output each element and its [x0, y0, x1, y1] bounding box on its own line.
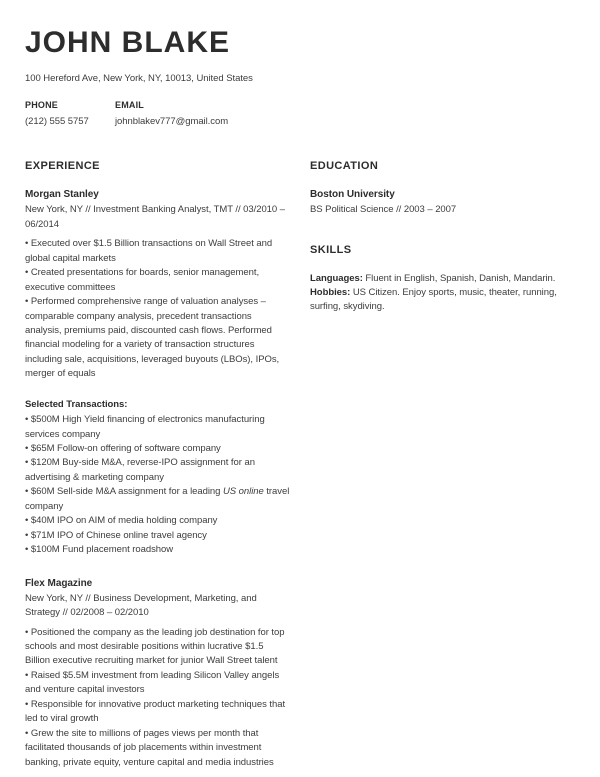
bullet-item: • Responsible for innovative product marketing techniques that led to viral growth	[25, 698, 286, 725]
skills-label: Hobbies:	[310, 287, 351, 299]
skills-section	[310, 242, 575, 315]
section-heading-education: EDUCATION	[310, 159, 379, 172]
bullet-item: • Positioned the company as the leading job destination for top schools and most desirable positions within lucrative $1.5 Billion executive recruiting market for junior Wall Street talent	[25, 626, 285, 667]
job-entry-morgan-stanley	[25, 187, 290, 557]
two-column-body	[25, 158, 575, 770]
subsection-title: Selected Transactions:	[25, 398, 128, 410]
job-meta: New York, NY // Investment Banking Analyst, TMT // 03/2010 – 06/2014	[25, 204, 285, 230]
skills-hobbies-line	[310, 286, 575, 315]
phone-value: (212) 555 5757	[25, 116, 89, 128]
section-heading-experience: EXPERIENCE	[25, 159, 100, 172]
bullet-item: • Created presentations for boards, senior management, executive committees	[25, 267, 260, 293]
school-name: Boston University	[310, 189, 395, 201]
skills-text: Fluent in English, Spanish, Danish, Mandarin.	[362, 272, 556, 284]
bullet-item: • Executed over $1.5 Billion transactions on Wall Street and global capital markets	[25, 238, 273, 264]
job-company: Flex Magazine	[25, 577, 93, 589]
skills-text: US Citizen. Enjoy sports, music, theater, running, surfing, skydiving.	[310, 287, 557, 313]
section-heading-skills: SKILLS	[310, 243, 352, 256]
bullet-item: • $40M IPO on AIM of media holding company	[25, 515, 218, 527]
selected-transactions	[25, 398, 290, 558]
bullet-item: • Performed comprehensive range of valuation analyses – comparable company analysis, precedent transactions analysis, premiums paid, discounted cash flows. Performed financial modeling for a variety of transaction structures including sale, acquisitions, leveraged buyouts (LBOs), IPOs, merger of equals	[25, 296, 280, 380]
bullet-list	[25, 237, 290, 381]
phone-label: PHONE	[25, 100, 59, 111]
bullet-list	[25, 413, 290, 557]
bullet-item: • $120M Buy-side M&A, reverse-IPO assignment for an advertising & marketing company	[25, 457, 255, 483]
phone-block	[25, 99, 115, 129]
education-body	[310, 187, 575, 218]
job-company: Morgan Stanley	[25, 189, 99, 201]
skills-label: Languages:	[310, 272, 363, 284]
skills-body	[310, 272, 575, 315]
bullet-item: • $71M IPO of Chinese online travel agency	[25, 529, 207, 541]
candidate-name: JOHN BLAKE	[25, 26, 231, 59]
bullet-list	[25, 626, 290, 770]
degree-line: BS Political Science // 2003 – 2007	[310, 204, 457, 216]
resume-header	[25, 26, 575, 130]
bullet-item: • Grew the site to millions of pages views per month that facilitated thousands of job placements within investment banking, private equity, venture capital and media industries	[25, 727, 274, 768]
job-entry-flex-magazine	[25, 576, 290, 770]
left-column	[25, 158, 290, 770]
address: 100 Hereford Ave, New York, NY, 10013, United States	[25, 73, 253, 84]
bullet-item: • $65M Follow-on offering of software company	[25, 443, 221, 455]
skills-languages-line	[310, 272, 575, 286]
right-column	[310, 158, 575, 770]
bullet-item: • Raised $5.5M investment from leading Silicon Valley angels and venture capital investors	[25, 669, 280, 696]
bullet-item: • $500M High Yield financing of electronics manufacturing services company	[25, 414, 265, 440]
email-value: johnblakev777@gmail.com	[115, 116, 229, 128]
contact-row	[25, 99, 575, 129]
job-meta: New York, NY // Business Development, Marketing, and Strategy // 02/2008 – 02/2010	[25, 592, 257, 619]
bullet-item: • $60M Sell-side M&A assignment for a leading US online travel company	[25, 486, 290, 512]
email-block	[115, 99, 228, 129]
experience-body	[25, 187, 290, 770]
bullet-item: • $100M Fund placement roadshow	[25, 544, 174, 556]
email-label: EMAIL	[115, 100, 144, 111]
